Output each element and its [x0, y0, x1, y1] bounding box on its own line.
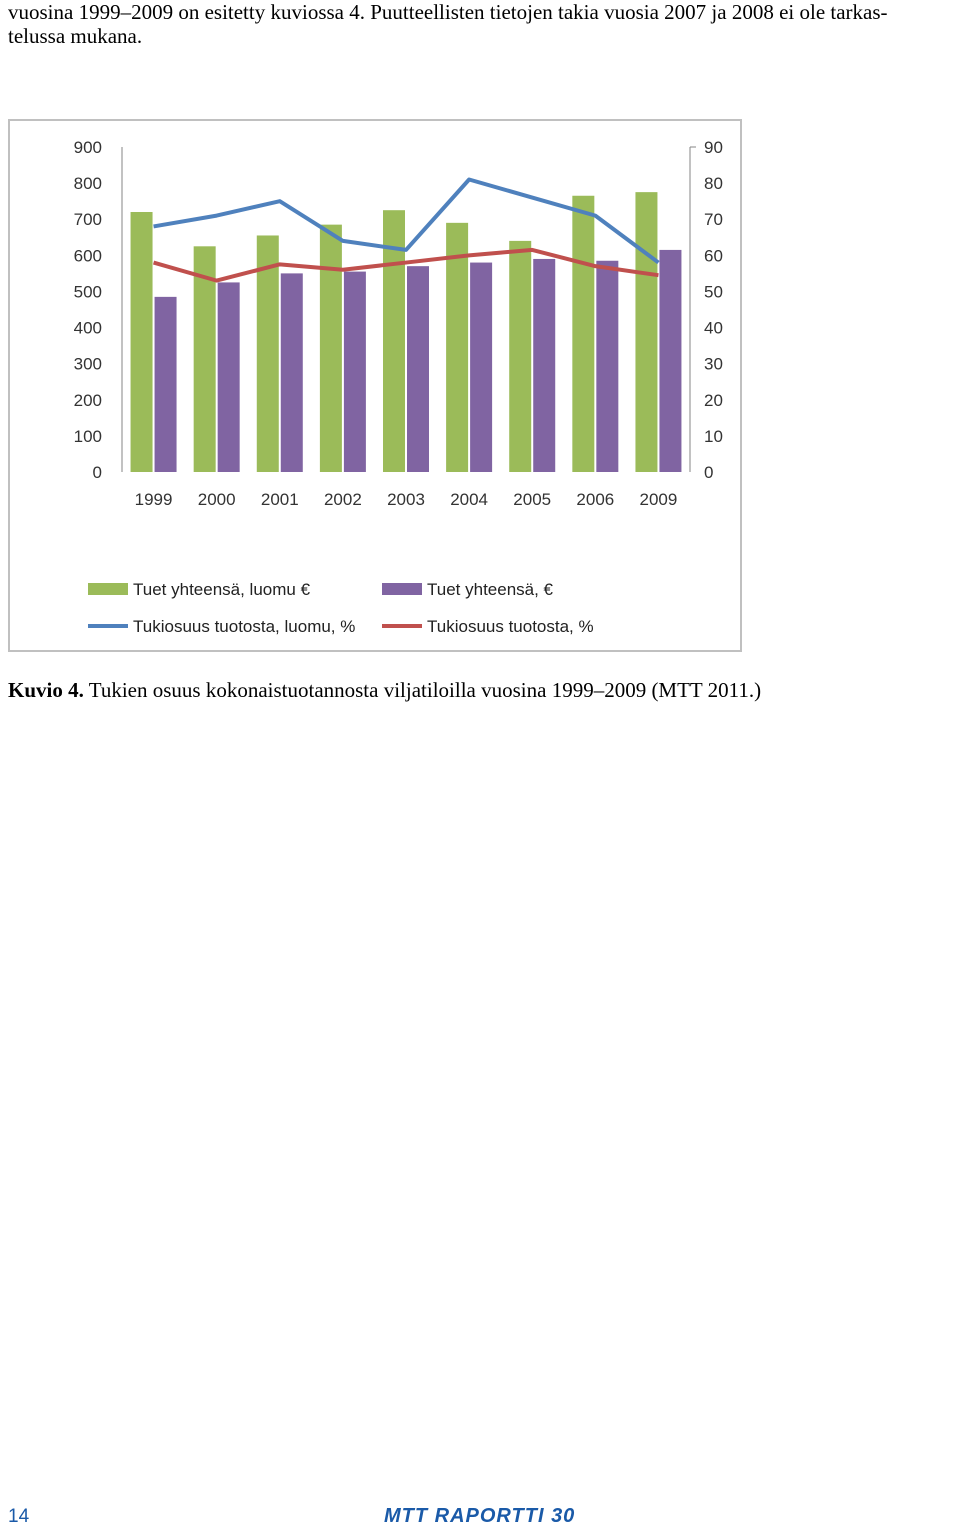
x-tick-label: 1999 [134, 490, 173, 509]
x-tick-label: 2003 [387, 490, 425, 509]
x-tick-label: 2005 [513, 490, 552, 509]
legend-label: Tuet yhteensä, € [427, 580, 554, 599]
x-tick-label: 2006 [576, 490, 615, 509]
y-left-tick-label: 900 [73, 138, 102, 157]
support-share-chart [8, 119, 742, 652]
bar-total [533, 259, 555, 472]
y-left-tick-label: 800 [73, 174, 102, 194]
y-right-tick-label: 90 [704, 138, 723, 157]
intro-line-1: vuosina 1999–2009 on esitetty kuviossa 4. Puutteellisten tietojen takia vuosia 2007 ja 2008 ei ole tarkas- [8, 0, 888, 24]
y-left-tick-label: 300 [73, 354, 102, 374]
y-left-tick-label: 400 [73, 318, 102, 338]
x-tick-label: 2004 [450, 490, 489, 509]
bar-luomu [446, 223, 468, 472]
bar-luomu [131, 212, 153, 472]
bar-total [659, 250, 681, 472]
y-right-tick-label: 40 [704, 318, 723, 338]
y-left-tick-label: 500 [73, 282, 102, 302]
y-right-tick-label: 30 [704, 354, 723, 374]
y-left-tick-label: 700 [73, 210, 102, 230]
y-right-tick-label: 0 [704, 463, 714, 482]
bar-luomu [509, 241, 531, 472]
bar-luomu [320, 225, 342, 472]
y-right-tick-label: 20 [704, 390, 723, 410]
intro-paragraph [8, 0, 953, 48]
legend-swatch-bar [88, 583, 128, 595]
y-right-tick-label: 80 [704, 174, 723, 194]
bar-luomu [635, 192, 657, 472]
y-left-tick-label: 100 [73, 426, 102, 446]
bar-total [155, 297, 177, 472]
legend-label: Tuet yhteensä, luomu € [133, 580, 311, 599]
bar-total [281, 273, 303, 472]
y-left-tick-label: 0 [92, 463, 102, 482]
bar-luomu [572, 196, 594, 472]
bar-total [218, 282, 240, 472]
x-tick-label: 2001 [260, 490, 299, 509]
figure-caption [8, 678, 761, 703]
y-right-tick-label: 70 [704, 210, 723, 230]
y-right-tick-label: 10 [704, 426, 723, 446]
page-number: 14 [8, 1506, 30, 1527]
x-tick-label: 2002 [323, 490, 362, 509]
y-left-tick-label: 600 [73, 246, 102, 266]
y-right-tick-label: 60 [704, 246, 723, 266]
y-right-tick-label: 50 [704, 282, 723, 302]
footer-brand: MTT RAPORTTI 30 [384, 1505, 576, 1527]
caption-label: Kuvio 4. [8, 678, 84, 702]
bar-total [407, 266, 429, 472]
bar-total [344, 272, 366, 472]
x-tick-label: 2009 [639, 490, 678, 509]
y-left-tick-label: 200 [73, 390, 102, 410]
caption-text: Tukien osuus kokonaistuotannosta viljatiloilla vuosina 1999–2009 (MTT 2011.) [83, 678, 762, 702]
legend-label: Tukiosuus tuotosta, luomu, % [133, 617, 356, 636]
intro-line-2: telussa mukana. [8, 24, 143, 48]
x-tick-label: 2000 [197, 490, 236, 509]
legend-swatch-bar [382, 583, 422, 595]
legend-label: Tukiosuus tuotosta, % [427, 617, 594, 636]
bar-total [596, 261, 618, 472]
bar-total [470, 263, 492, 472]
